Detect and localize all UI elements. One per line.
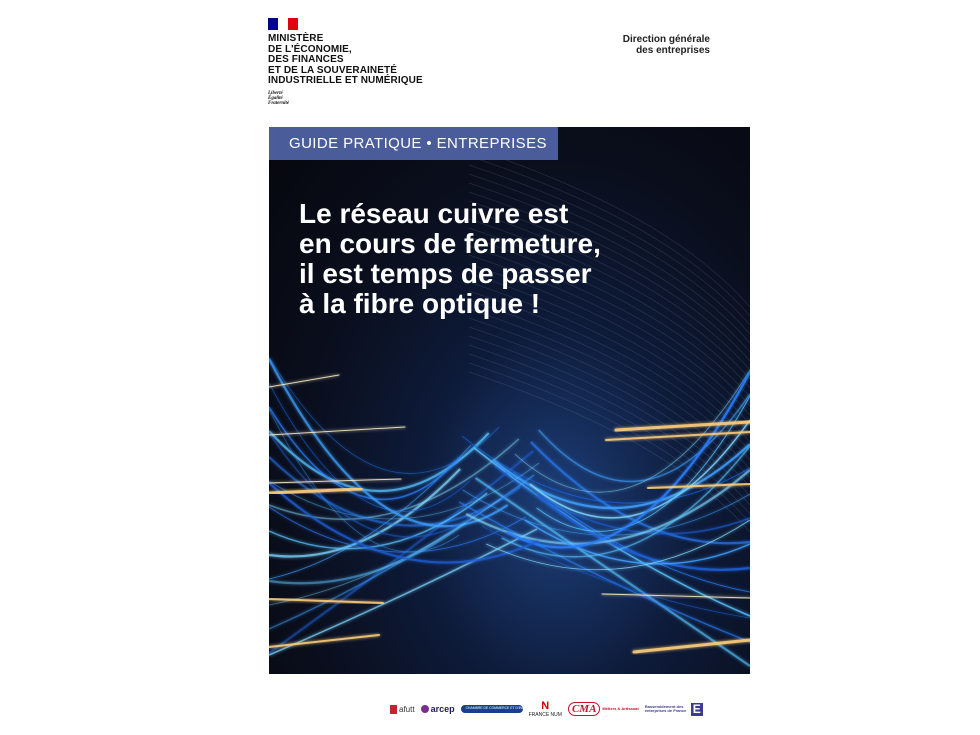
marianne-flag-icon — [268, 18, 298, 30]
direction-line: des entreprises — [636, 45, 710, 56]
ministry-line: DE L'ÉCONOMIE, — [268, 43, 352, 55]
blue-light-streak — [269, 407, 461, 499]
gold-light-streak — [602, 594, 750, 598]
cma-logo-group — [568, 702, 639, 716]
cover-image — [269, 127, 750, 674]
ministry-line: ET DE LA SOUVERAINETÉ — [268, 64, 397, 76]
direction-line: Direction générale — [622, 34, 710, 45]
blue-light-streak — [269, 529, 537, 655]
gold-light-streak — [269, 489, 361, 493]
ministry-logo-block — [268, 18, 448, 107]
ministry-line: MINISTÈRE — [268, 33, 324, 44]
title-line: il est temps de passer — [299, 258, 592, 289]
motto-line: Liberté — [268, 90, 283, 96]
guide-banner: GUIDE PRATIQUE • ENTREPRISES — [269, 127, 558, 160]
arcep-logo — [421, 704, 455, 714]
gold-light-streak — [269, 427, 405, 435]
blue-light-streak — [269, 445, 471, 579]
arcep-mark-icon — [421, 705, 429, 713]
cci-logo: CHAMBRE DE COMMERCE ET D'INDUSTRIE — [461, 705, 523, 713]
blue-light-streak — [486, 520, 750, 570]
blue-light-streak — [474, 448, 750, 616]
direction-generale-label — [623, 34, 710, 56]
afutt-logo — [390, 705, 415, 714]
ministry-line: INDUSTRIELLE ET NUMÉRIQUE — [268, 75, 423, 86]
rdef-mark: E — [692, 701, 701, 716]
title-line: en cours de fermeture, — [299, 228, 601, 259]
republic-motto — [268, 91, 448, 107]
arcep-label: arcep — [430, 704, 455, 714]
francenum-label: FRANCE NUM — [528, 711, 562, 718]
blue-light-streak — [476, 478, 750, 666]
blue-light-streak — [513, 472, 750, 592]
metiers-artisanat-label: Métiers & Artisanat — [602, 705, 639, 711]
afutt-mark-icon — [390, 705, 397, 714]
blue-light-streak — [459, 502, 750, 642]
blue-light-streak — [269, 523, 465, 583]
afutt-label: afutt — [399, 704, 415, 714]
francenum-logo — [529, 701, 562, 718]
partner-logos — [390, 695, 720, 723]
rdef-label: Rassemblement des entreprises de France — [644, 703, 687, 713]
title-line: à la fibre optique ! — [299, 288, 541, 319]
rdef-logo — [645, 703, 703, 716]
cover-title — [299, 199, 739, 319]
gold-light-streak — [634, 640, 750, 652]
title-line: Le réseau cuivre est — [299, 198, 569, 229]
ministry-line: DES FINANCES — [268, 54, 344, 65]
motto-line: Fraternité — [268, 101, 290, 107]
cma-logo: CMA — [568, 702, 600, 716]
motto-line: Égalité — [268, 95, 283, 101]
gold-light-streak — [616, 422, 750, 430]
ministry-name — [268, 34, 448, 87]
francenum-mark: N — [541, 699, 550, 712]
